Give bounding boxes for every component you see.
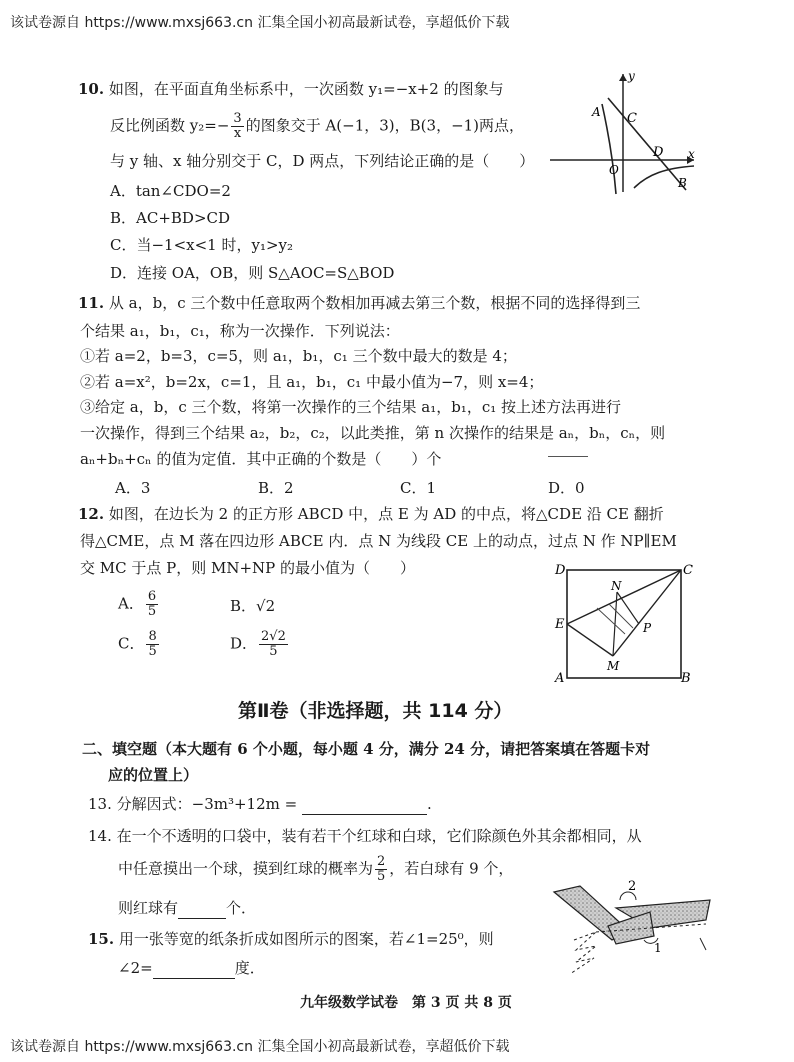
q11-option-a: A．3 xyxy=(115,479,151,497)
q13-number: 13. xyxy=(88,795,112,813)
label-y: y xyxy=(628,70,635,83)
page-footer: 九年级数学试卷 第 3 页 共 8 页 xyxy=(300,995,512,1011)
q10-number: 10. xyxy=(78,80,105,98)
q12-option-a-label: A． xyxy=(118,594,144,613)
label-c: C xyxy=(683,563,693,578)
label-e: E xyxy=(555,617,565,632)
q14-frac-den: 5 xyxy=(377,869,386,884)
q14-text-2b: ，若白球有 9 个， xyxy=(389,859,514,878)
q12-d-num: 2√2 xyxy=(261,629,286,644)
q12-number: 12. xyxy=(78,505,105,523)
q11-option-c: C．1 xyxy=(400,479,437,497)
q10-line2 xyxy=(110,112,524,141)
label-angle-2: 2 xyxy=(628,879,637,894)
segment-mc xyxy=(613,570,681,656)
q10-fraction xyxy=(231,112,243,141)
q12-c-den: 5 xyxy=(148,644,157,659)
q15-number: 15. xyxy=(88,930,115,948)
q13-answer-blank xyxy=(302,798,427,815)
q11-answer-line xyxy=(548,456,588,457)
q13 xyxy=(88,793,432,815)
q12-d-den: 5 xyxy=(269,644,278,659)
top-watermark: 该试卷源自 https://www.mxsj663.cn 汇集全国小初高最新试卷，享超低价下载 xyxy=(10,15,510,31)
q10-text-1: 如图，在平面直角坐标系中，一次函数 y₁=−x+2 的图象与 xyxy=(108,80,504,98)
strip-dashed-zigzag xyxy=(570,932,596,974)
y-axis-arrow xyxy=(619,74,627,81)
q12-a-num: 6 xyxy=(147,589,157,604)
q11-statement-3b: 一次操作，得到三个结果 a₂，b₂，c₂，以此类推，第 n 次操作的结果是 aₙ，bₙ，cₙ，则 xyxy=(80,424,666,442)
q13-text: 分解因式：−3m³+12m = xyxy=(116,795,298,813)
segment-ce xyxy=(567,570,681,624)
q11-statement-3c: aₙ+bₙ+cₙ 的值为定值．其中正确的个数是（ ）个 xyxy=(80,450,442,468)
q15-folded-strip-figure xyxy=(550,878,720,978)
q12-line1 xyxy=(78,503,664,525)
q12-option-d xyxy=(230,630,290,659)
label-a: A xyxy=(592,105,601,119)
label-o: O xyxy=(609,163,619,177)
q10-frac-num: 3 xyxy=(233,111,242,126)
q12-option-a xyxy=(118,590,160,619)
part2-header-line2: 应的位置上） xyxy=(108,766,199,784)
helper-line-2 xyxy=(609,604,633,628)
q12-option-c-frac xyxy=(146,630,158,659)
q15-line1 xyxy=(88,928,494,950)
label-b: B xyxy=(678,176,687,190)
q14-text-3b: 个． xyxy=(226,899,257,917)
q14-line3 xyxy=(118,897,256,919)
square-abcd xyxy=(567,570,681,678)
q14-answer-blank xyxy=(178,902,226,919)
section2-title: 第Ⅱ卷（非选择题，共 114 分） xyxy=(238,700,513,722)
label-p: P xyxy=(643,621,652,635)
q14-text-2a: 中任意摸出一个球，摸到红球的概率为 xyxy=(118,859,374,878)
q10-line3: 与 y 轴、x 轴分别交于 C，D 两点，下列结论正确的是（ ） xyxy=(110,152,535,170)
q15-text-1: 用一张等宽的纸条折成如图所示的图案，若∠1=25⁰，则 xyxy=(118,930,494,948)
q14-number: 14. xyxy=(88,827,112,845)
label-c: C xyxy=(627,111,637,126)
q12-line3: 交 MC 于点 P，则 MN+NP 的最小值为（ ） xyxy=(80,559,416,577)
q15-text-2b: 度． xyxy=(234,959,265,977)
label-n: N xyxy=(611,579,622,593)
q14-text-3a: 则红球有 xyxy=(118,899,179,917)
q11-line2: 个结果 a₁，b₁，c₁，称为一次操作．下列说法： xyxy=(80,322,400,340)
q14-fraction xyxy=(375,855,387,884)
helper-line-1 xyxy=(597,608,625,634)
q12-text-1: 如图，在边长为 2 的正方形 ABCD 中，点 E 为 AD 的中点，将△CDE 沿 CE 翻折 xyxy=(108,505,664,523)
label-d: D xyxy=(555,563,566,578)
q12-line2: 得△CME，点 M 落在四边形 ABCE 内．点 N 为线段 CE 上的动点，过点 N 作 NP∥EM xyxy=(80,532,677,550)
q12-option-d-frac xyxy=(259,630,288,659)
q14-text-1: 在一个不透明的口袋中，装有若干个红球和白球，它们除颜色外其余都相同，从 xyxy=(116,827,642,845)
q11-line1 xyxy=(78,292,640,314)
q11-number: 11. xyxy=(78,294,105,312)
q11-statement-2: ②若 a=x²，b=2x，c=1，且 a₁，b₁，c₁ 中最小值为−7，则 x=4； xyxy=(80,373,544,391)
q13-end: . xyxy=(427,795,432,813)
q14-frac-num: 2 xyxy=(377,854,386,869)
q12-c-num: 8 xyxy=(148,629,157,644)
q12-option-b: B．√2 xyxy=(230,597,276,615)
label-d: D xyxy=(653,145,664,160)
segment-np xyxy=(617,592,639,624)
q12-option-c-label: C． xyxy=(118,634,145,653)
q11-statement-3a: ③给定 a，b，c 三个数，将第一次操作的三个结果 a₁，b₁，c₁ 按上述方法再进行 xyxy=(80,398,622,416)
q12-option-d-label: D． xyxy=(230,634,258,653)
q11-text-1: 从 a，b，c 三个数中任意取两个数相加再减去第三个数，根据不同的选择得到三 xyxy=(108,294,641,312)
q10-option-b: B．AC+BD>CD xyxy=(110,209,231,227)
q10-coordinate-figure xyxy=(548,70,698,195)
linear-function-line xyxy=(608,98,686,190)
part2-header-line1: 二、填空题（本大题有 6 个小题，每小题 4 分，满分 24 分，请把答案填在答题卡对 xyxy=(82,740,651,758)
q10-option-d: D．连接 OA，OB，则 S△AOC=S△BOD xyxy=(110,264,395,282)
q12-option-c xyxy=(118,630,161,659)
q11-option-d: D．0 xyxy=(548,479,585,497)
label-b: B xyxy=(681,671,691,685)
label-x: x xyxy=(688,147,695,161)
q10-text-2a: 反比例函数 y₂=− xyxy=(110,116,230,135)
label-m: M xyxy=(607,659,620,673)
q10-line1 xyxy=(78,78,504,100)
bottom-watermark: 该试卷源自 https://www.mxsj663.cn 汇集全国小初高最新试卷，享超低价下载 xyxy=(10,1039,510,1055)
segment-em xyxy=(567,624,613,656)
q10-text-2b: 的图象交于 A(−1，3)，B(3，−1)两点， xyxy=(245,116,525,135)
strip-edge-tick xyxy=(700,938,706,950)
q12-a-den: 5 xyxy=(147,604,157,619)
q15-text-2a: ∠2= xyxy=(118,959,153,977)
q12-square-figure xyxy=(553,560,703,685)
label-angle-1: 1 xyxy=(654,941,662,955)
q14-line2 xyxy=(118,855,513,884)
q10-option-c: C．当−1<x<1 时，y₁>y₂ xyxy=(110,236,294,254)
q12-option-a-frac xyxy=(146,590,158,619)
q15-answer-blank xyxy=(153,962,235,979)
label-a: A xyxy=(555,671,565,685)
q15-line2 xyxy=(118,957,265,979)
q11-statement-1: ①若 a=2，b=3，c=5，则 a₁，b₁，c₁ 三个数中最大的数是 4； xyxy=(80,347,517,365)
q10-frac-den: x xyxy=(233,126,242,141)
q14-line1 xyxy=(88,825,642,847)
hyperbola-left-branch xyxy=(602,104,616,194)
q10-option-a: A．tan∠CDO=2 xyxy=(110,182,231,200)
q11-option-b: B．2 xyxy=(258,479,294,497)
